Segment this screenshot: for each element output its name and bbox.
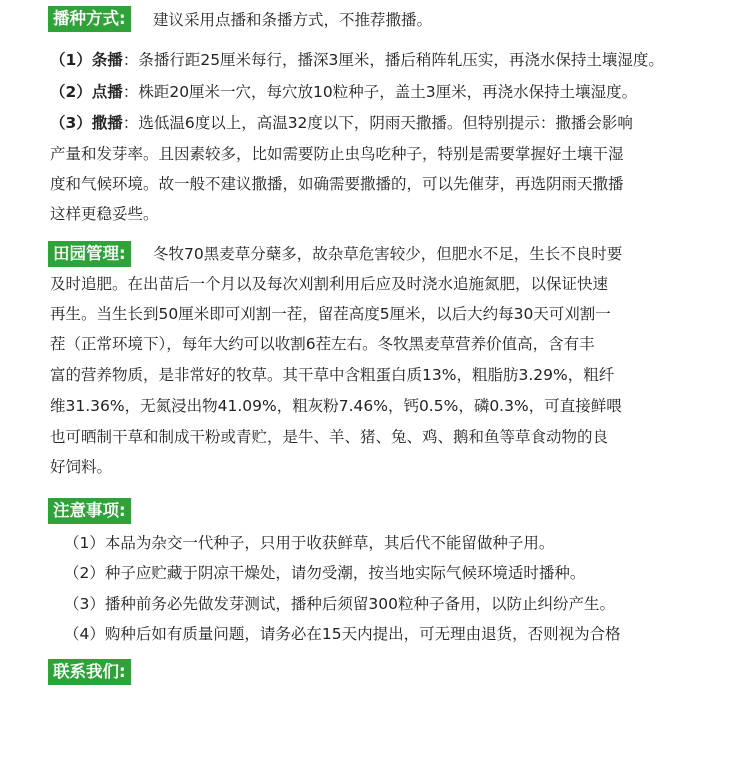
item-text: 选低温6度以上，高温32度以下，阴雨天撒播。但特别提示：撒播会影响 [138,114,633,132]
notes-tag: 注意事项: [48,498,131,524]
sowing-broadcast-cont: 度和气候环境。故一般不建议撒播，如确需要撒播的，可以先催芽，再选阴雨天撒播 [50,175,624,193]
item-text: 条播行距25厘米每行，播深3厘米，播后稍阵轧压实，再浇水保持土壤湿度。 [138,51,664,69]
field-line: 茬（正常环境下），每年大约可以收割6茬左右。冬牧黑麦草营养价值高，含有丰 [50,335,595,353]
note-item: （2）种子应贮藏于阴凉干燥处，请勿受潮，按当地实际气候环境适时播种。 [64,564,586,582]
field-line: 也可晒制干草和制成干粉或青贮，是牛、羊、猪、兔、鸡、鹅和鱼等草食动物的良 [50,428,609,446]
item-text: 株距20厘米一穴，每穴放10粒种子，盖土3厘米，再浇水保持土壤湿度。 [138,83,638,101]
field-management-tag: 田园管理: [48,241,131,267]
sowing-method-tag: 播种方式: [48,6,131,32]
field-line: 好饲料。 [50,458,113,476]
sowing-intro: 建议采用点播和条播方式，不推荐撒播。 [153,11,433,29]
sowing-broadcast-cont: 产量和发芽率。且因素较多，比如需要防止虫鸟吃种子，特别是需要掌握好土壤干湿 [50,145,624,163]
sowing-broadcast-cont: 这样更稳妥些。 [50,205,159,223]
item-number: （3） [50,114,92,132]
field-line: 再生。当生长到50厘米即可刈割一茬，留茬高度5厘米，以后大约每30天可刈割一 [50,305,611,323]
field-first-line: 冬牧70黑麦草分蘖多，故杂草危害较少，但肥水不足，生长不良时要 [153,245,623,263]
item-label: 撒播 [91,114,123,132]
note-item: （3）播种前务必先做发芽测试，播种后须留300粒种子备用，以防止纠纷产生。 [64,595,615,613]
field-line: 及时追肥。在出苗后一个月以及每次刈割利用后应及时浇水追施氮肥，以保证快速 [50,275,609,293]
contact-tag: 联系我们: [48,659,131,685]
item-label: 条播 [91,51,123,69]
field-line: 富的营养物质，是非常好的牧草。其干草中含粗蛋白质13%，粗脂肪3.29%，粗纤 [50,366,615,384]
sowing-item-broadcast [50,111,633,135]
sowing-item-hill [50,80,637,104]
sowing-item-drill [50,48,664,72]
field-line: 维31.36%，无氮浸出物41.09%，粗灰粉7.46%，钙0.5%，磷0.3%，可直接鲜喂 [50,397,622,415]
note-item: （4）购种后如有质量问题，请务必在15天内提出，可无理由退货，否则视为合格 [64,625,621,643]
item-label: 点播 [91,83,123,101]
item-separator: ： [122,51,139,69]
item-number: （2） [50,83,92,101]
item-separator: ： [122,114,139,132]
note-item: （1）本品为杂交一代种子，只用于收获鲜草，其后代不能留做种子用。 [64,534,555,552]
item-separator: ： [122,83,139,101]
item-number: （1） [50,51,92,69]
